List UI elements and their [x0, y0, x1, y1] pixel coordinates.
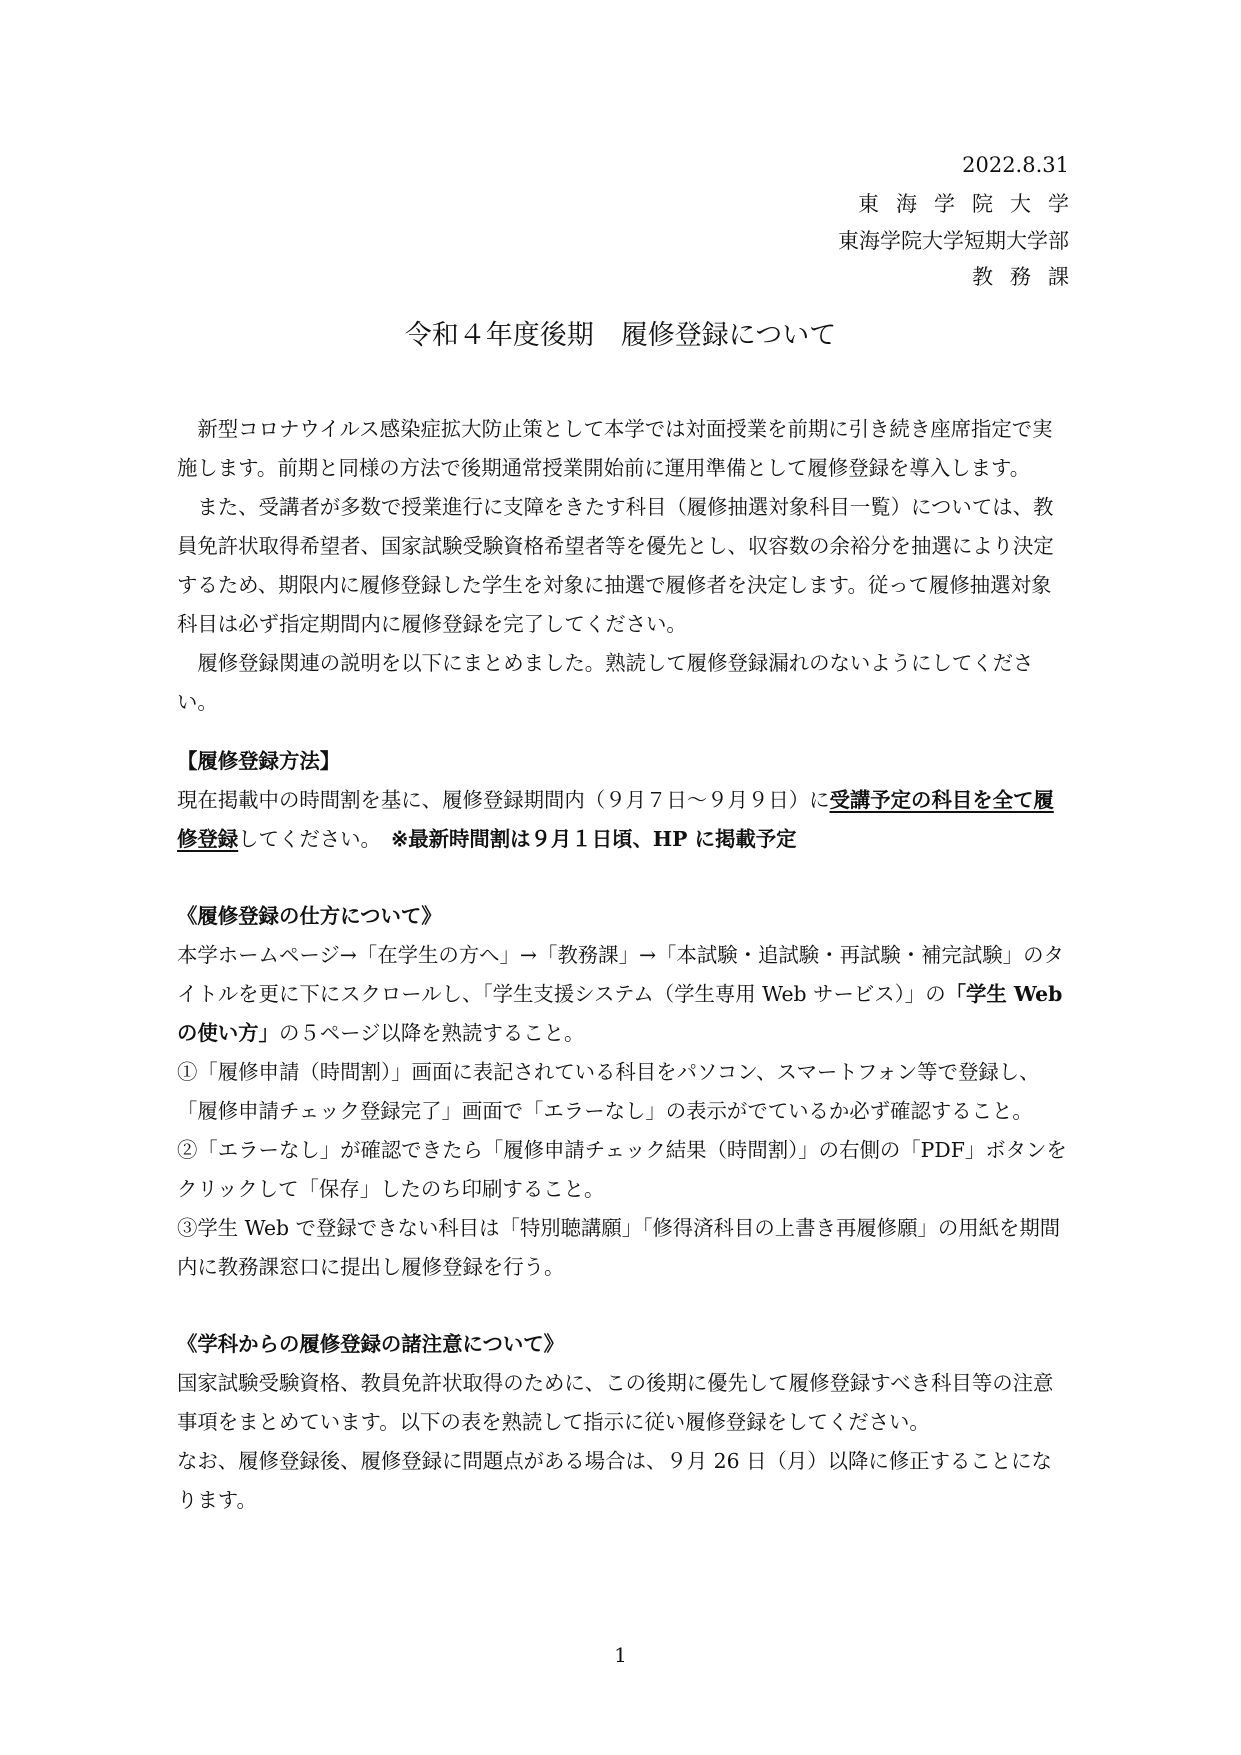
notes-paragraph-2: なお、履修登録後、履修登録に問題点がある場合は、９月 26 日（月）以降に修正することになります。: [177, 1449, 1052, 1512]
issuer-university: 東海学院大学: [858, 192, 1086, 216]
howto-text-a: 本学ホームページ→「在学生の方へ」→「教務課」→「本試験・追試験・再試験・補完試験」のタイトルを更に下にスクロールし、「学生支援システム（学生専用 Web サービス）」の: [177, 943, 1064, 1006]
page-number: 1: [614, 1643, 627, 1667]
issuer-department: 教務課: [972, 265, 1086, 289]
notes-heading: 《学科からの履修登録の諸注意について》: [177, 1332, 565, 1356]
method-paragraph: [177, 781, 1067, 859]
notes-paragraph-1: 国家試験受験資格、教員免許状取得のために、この後期に優先して履修登録すべき科目等の注意事項をまとめています。以下の表を熟読して指示に従い履修登録をしてください。: [177, 1371, 1054, 1434]
method-heading: 【履修登録方法】: [177, 749, 341, 773]
method-emphasis: 受講予定の科目を全て履修登録: [177, 788, 1054, 851]
method-text-b: してください。: [238, 827, 392, 851]
howto-emphasis: 「学生 Web の使い方」: [177, 982, 1063, 1045]
intro-paragraph-2: また、受講者が多数で授業進行に支障をきたす科目（履修抽選対象科目一覧）については、教員免許状取得希望者、国家試験受験資格希望者等を優先とし、収容数の余裕分を抽選により決定するため、期限内に履修登録した学生を対象に抽選で履修者を決定します。従って履修抽選対象科目は必ず指定期間内に履修登録を完了してください。: [177, 495, 1054, 636]
howto-paragraph: [177, 936, 1067, 1053]
howto-heading: 《履修登録の仕方について》: [177, 904, 442, 928]
document-date: 2022.8.31: [962, 153, 1069, 177]
intro-paragraph-1: 新型コロナウイルス感染症拡大防止策として本学では対面授業を前期に引き続き座席指定で実施します。前期と同様の方法で後期通常授業開始前に運用準備として履修登録を導入します。: [177, 417, 1053, 480]
howto-item-2: ②「エラーなし」が確認できたら「履修申請チェック結果（時間割）」の右側の「PDF」ボタンをクリックして「保存」したのち印刷すること。: [177, 1138, 1067, 1201]
method-text-a: 現在掲載中の時間割を基に、履修登録期間内（９月７日～９月９日）に: [177, 788, 830, 812]
issuer-junior-college: 東海学院大学短期大学部: [838, 229, 1069, 253]
intro-paragraph-3: 履修登録関連の説明を以下にまとめました。熟読して履修登録漏れのないようにしてください。: [177, 651, 1034, 714]
document-body: [177, 410, 1067, 1520]
howto-text-b: の５ページ以降を熟読すること。: [278, 1021, 585, 1045]
howto-item-3: ③学生 Web で登録できない科目は「特別聴講願」「修得済科目の上書き再履修願」の用紙を期間内に教務課窓口に提出し履修登録を行う。: [177, 1216, 1061, 1279]
howto-item-1: ①「履修申請（時間割）」画面に表記されている科目をパソコン、スマートフォン等で登録し、「履修申請チェック登録完了」画面で「エラーなし」の表示がでているか必ず確認すること。: [177, 1060, 1040, 1123]
document-title: 令和４年度後期 履修登録について: [404, 320, 837, 351]
method-note: ※最新時間割は９月１日頃、HP に掲載予定: [391, 827, 797, 851]
